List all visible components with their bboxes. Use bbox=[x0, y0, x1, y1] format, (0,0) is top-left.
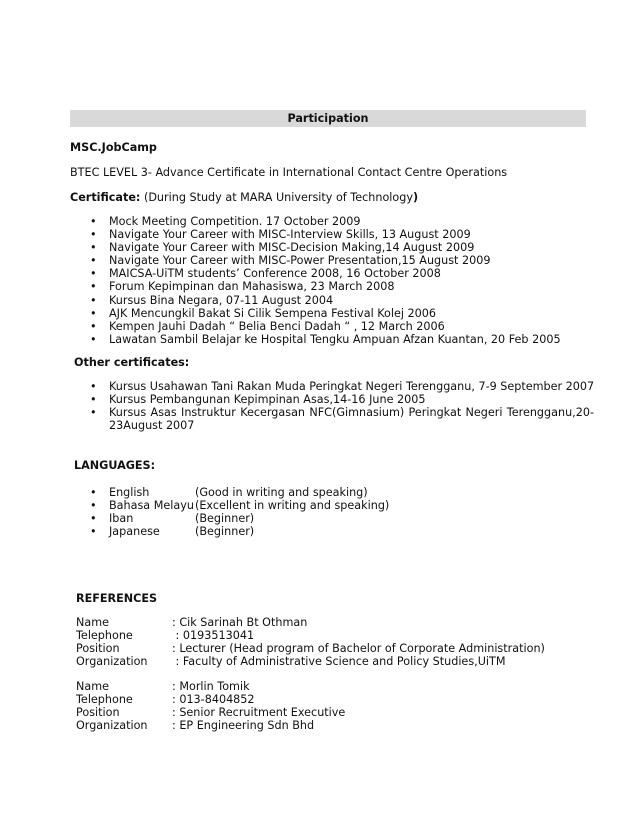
certificate-label: Certificate: bbox=[70, 191, 141, 204]
reference-row bbox=[76, 655, 506, 668]
reference-row bbox=[76, 642, 545, 655]
list-item: • Kursus Pembangunan Kepimpinan Asas,14-16 June 2005 bbox=[70, 393, 594, 406]
language-name: Iban bbox=[109, 512, 134, 526]
reference-key: Telephone bbox=[76, 693, 133, 706]
reference-value: : EP Engineering Sdn Bhd bbox=[172, 719, 315, 732]
reference-value: : Cik Sarinah Bt Othman bbox=[172, 616, 308, 629]
reference-row bbox=[76, 719, 314, 732]
references-heading: REFERENCES bbox=[76, 592, 158, 605]
reference-key: Position bbox=[76, 642, 120, 655]
certificate-close: ) bbox=[412, 191, 419, 204]
other-certificates-list bbox=[70, 380, 594, 432]
list-item: • Forum Kepimpinan dan Mahasiswa, 23 March 2008 bbox=[70, 280, 561, 293]
list-item: • Kursus Usahawan Tani Rakan Muda Peringkat Negeri Terengganu, 7-9 September 2007 bbox=[70, 380, 594, 393]
languages-list bbox=[70, 486, 389, 538]
reference-value: : 013-8404852 bbox=[172, 693, 255, 706]
list-item: • AJK Mencungkil Bakat Si Cilik Sempena Festival Kolej 2006 bbox=[70, 307, 561, 320]
list-item: • Navigate Your Career with MISC-Power Presentation,15 August 2009 bbox=[70, 254, 561, 267]
languages-heading: LANGUAGES: bbox=[74, 459, 156, 472]
reference-key: Telephone bbox=[76, 629, 133, 642]
certificate-list bbox=[70, 215, 561, 346]
list-item: • Navigate Your Career with MISC-Decision Making,14 August 2009 bbox=[70, 241, 561, 254]
language-name: English bbox=[109, 486, 150, 499]
language-level: (Excellent in writing and speaking) bbox=[195, 499, 390, 513]
other-certificates-heading: Other certificates: bbox=[74, 356, 190, 369]
list-item: • Kursus Bina Negara, 07-11 August 2004 bbox=[70, 294, 561, 307]
list-item: • Lawatan Sambil Belajar ke Hospital Tengku Ampuan Afzan Kuantan, 20 Feb 2005 bbox=[70, 333, 561, 346]
reference-value: : 0193513041 bbox=[172, 629, 255, 642]
language-level: (Good in writing and speaking) bbox=[195, 486, 368, 499]
reference-key: Name bbox=[76, 616, 110, 629]
reference-value: : Faculty of Administrative Science and Policy Studies,UiTM bbox=[172, 655, 506, 668]
certificate-note: (During Study at MARA University of Technology bbox=[143, 191, 413, 204]
language-item bbox=[70, 525, 389, 538]
list-item: • Kempen Jauhi Dadah “ Belia Benci Dadah “ , 12 March 2006 bbox=[70, 320, 561, 333]
reference-row bbox=[76, 693, 255, 706]
reference-value: : Senior Recruitment Executive bbox=[172, 706, 346, 719]
list-item: • Navigate Your Career with MISC-Interview Skills, 13 August 2009 bbox=[70, 228, 561, 241]
language-level: (Beginner) bbox=[195, 512, 255, 526]
language-item bbox=[70, 499, 389, 512]
language-name: Bahasa Melayu bbox=[109, 499, 194, 513]
language-level: (Beginner) bbox=[195, 525, 255, 539]
certificate-heading bbox=[70, 191, 418, 204]
reference-row bbox=[76, 680, 250, 693]
language-item bbox=[70, 512, 389, 525]
language-item bbox=[70, 486, 389, 499]
reference-value: : Morlin Tomik bbox=[172, 680, 250, 693]
org-title: MSC.JobCamp bbox=[70, 141, 157, 154]
btec-line: BTEC LEVEL 3- Advance Certificate in International Contact Centre Operations bbox=[70, 166, 508, 179]
reference-value: : Lecturer (Head program of Bachelor of Corporate Administration) bbox=[172, 642, 545, 655]
reference-row bbox=[76, 629, 254, 642]
reference-key: Organization bbox=[76, 655, 148, 668]
list-item: • MAICSA-UiTM students’ Conference 2008, 16 October 2008 bbox=[70, 267, 561, 280]
list-item: • Mock Meeting Competition. 17 October 2009 bbox=[70, 215, 561, 228]
reference-key: Organization bbox=[76, 719, 148, 732]
section-title: Participation bbox=[70, 110, 586, 127]
list-item: • Kursus Asas Instruktur Kecergasan NFC(Gimnasium) Peringkat Negeri Terengganu,20-23August 2007 bbox=[70, 406, 594, 432]
language-name: Japanese bbox=[109, 525, 160, 539]
reference-row bbox=[76, 706, 345, 719]
reference-key: Position bbox=[76, 706, 120, 719]
reference-key: Name bbox=[76, 680, 110, 693]
reference-row bbox=[76, 616, 307, 629]
